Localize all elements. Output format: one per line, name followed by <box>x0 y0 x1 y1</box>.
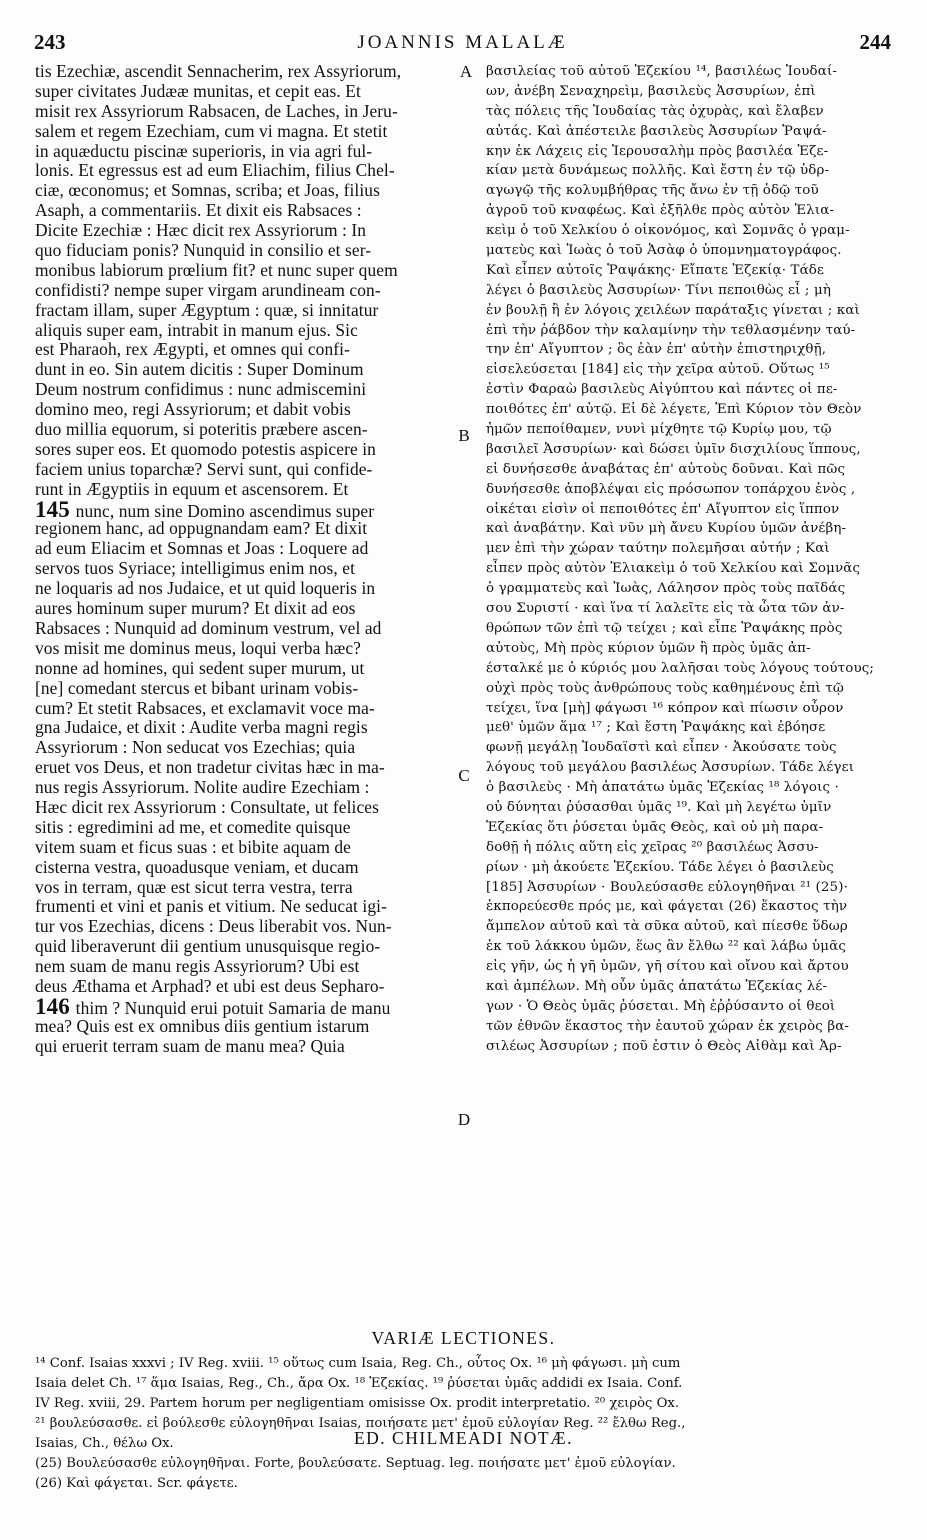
latin-text-line: misit rex Assyriorum Rabsacen, de Laches, in Jeru- <box>35 100 398 121</box>
variae-note-line: Isaia delet Ch. ¹⁷ ἅμα Isaias, Reg., Ch., ἄρα Ox. ¹⁸ Ἐζεκίας. ¹⁹ ῥύσεται ὑμᾶς addidi ex Isaia. Conf. <box>35 1375 683 1391</box>
greek-text-line: ὁ γραμματεὺς καὶ Ἰωὰς, Λάλησον πρὸς τοὺς παῖδάς <box>486 581 846 597</box>
chilmead-note-line: (25) Βουλεύσασθε εὐλογηθῆναι. Forte, βουλεύσατε. Septuag. leg. ποιήσατε μετ' ἐμοῦ εὐλογίαν. <box>35 1456 676 1471</box>
latin-text-line: deus Æthama et Arphad? et ubi est deus Sepharo- <box>35 975 385 996</box>
greek-text-line: οὐ δύνηται ῥύσασθαι ὑμᾶς ¹⁹. Καὶ μὴ λεγέτω ὑμῖν <box>486 799 832 815</box>
latin-text-line: quo fiduciam ponis? Nunquid in consilio et ser- <box>35 240 372 261</box>
page-title: JOANNIS MALALÆ <box>357 32 568 53</box>
greek-text-line: ἐστὶν Φαραὼ βασιλεὺς Αἰγύπτου καὶ πάντες οἱ πε- <box>486 382 838 398</box>
greek-text-line: λόγους τοῦ μεγάλου βασιλέως Ἀσσυρίων. Τάδε λέγει <box>486 760 855 776</box>
latin-text-line: ad eum Eliacim et Somnas et Joas : Loquere ad <box>35 538 369 559</box>
greek-text-line: Ἐζεκίας ὅτι ῥύσεται ὑμᾶς Θεὸς, καὶ οὐ μὴ παρα- <box>486 819 824 835</box>
latin-text-line: lonis. Et egressus est ad eum Eliachim, filius Chel- <box>35 160 395 181</box>
greek-text-line: εἶπεν πρὸς αὐτὸν Ἐλιακεὶμ ὁ τοῦ Χελκίου καὶ Σομνᾶς <box>486 561 861 577</box>
greek-text-line: θρώπων τῶν ἐπὶ τῷ τείχει ; καὶ εἶπε Ῥαψάκης πρὸς <box>486 620 843 636</box>
latin-text-line: gna Judaice, et dixit : Audite verba magni regis <box>35 717 368 738</box>
page-number-left: 243 <box>34 30 66 54</box>
latin-text-line: tur vos Ezechias, dicens : Deus liberabit vos. Nun- <box>35 916 392 937</box>
greek-text-line: εἰ δυνήσεσθε ἀναβάτας ἐπ' αὐτοὺς δοῦναι. Καὶ πῶς <box>486 461 846 477</box>
greek-text-line: δοθῇ ἡ πόλις αὕτη εἰς χεῖρας ²⁰ βασιλέως Ἀσσυ- <box>486 839 819 855</box>
chilmead-notes <box>35 1455 895 1495</box>
latin-text-line: 145 nunc, num sine Domino ascendimus super <box>35 496 375 522</box>
greek-text-line: κίαν μετὰ δυνάμεως πολλῆς. Καὶ ἔστη ἐν τῷ ὑδρ- <box>486 163 830 179</box>
greek-text-line: τῶν ἐθνῶν ἕκαστος τὴν ἑαυτοῦ χώραν ἐκ χειρὸς βα- <box>486 1018 850 1034</box>
greek-column <box>486 62 892 1314</box>
variae-note-line: ²¹ βουλεύσασθε. εἰ βούλεσθε εὐλογηθῆναι Isaias, ποιήσατε μετ' ἐμοῦ εὐλογίαν Reg. ²² ἔλθω Reg., <box>35 1415 686 1431</box>
greek-text-line: ὁ βασιλεὺς · Μὴ ἀπατάτω ὑμᾶς Ἐζεκίας ¹⁸ λόγοις · <box>486 780 839 796</box>
greek-text-line: ρίων · μὴ ἀκούετε Ἐζεκίου. Τάδε λέγει ὁ βασιλεὺς <box>486 859 834 875</box>
variae-note-line: IV Reg. xviii, 29. Partem horum per negligentiam omisisse Ox. prodit interpretatio. ²⁰ χειρὸς Ox. <box>35 1395 680 1411</box>
greek-text-line: φωνῇ μεγάλῃ Ἰουδαϊστὶ καὶ εἶπεν · Ἀκούσατε τοὺς <box>486 740 837 756</box>
latin-text-line: ne loquaris ad nos Judaice, et ut quid loqueris in <box>35 578 376 599</box>
latin-text-line: tis Ezechiæ, ascendit Sennacherim, rex Assyriorum, <box>35 62 402 81</box>
greek-text-line: οὐχὶ πρὸς τοὺς ἀνθρώπους τοὺς καθημένους ἐπὶ τῷ <box>486 680 844 696</box>
latin-text-line: mea? Quis est ex omnibus diis gentium istarum <box>35 1015 370 1036</box>
latin-text-line: fractam illam, super Ægyptum : quæ, si innitatur <box>35 299 379 320</box>
greek-text-line: ματεὺς καὶ Ἰωὰς ὁ τοῦ Ἀσὰφ ὁ ὑπομνηματογράφος. <box>486 243 842 259</box>
greek-text-line: σου Συριστί · καὶ ἵνα τί λαλεῖτε εἰς τὰ ὦτα τῶν ἀν- <box>486 601 845 617</box>
greek-text-line: σιλέως Ἀσσυρίων ; ποῦ ἐστιν ὁ Θεὸς Αἰθὰμ καὶ Ἀρ- <box>486 1038 842 1054</box>
greek-text-line: ἐκπορεύεσθε πρός με, καὶ φάγεται (26) ἕκαστος τὴν <box>486 899 848 915</box>
latin-text-line: monibus labiorum prœlium fit? et nunc super quem <box>35 259 398 280</box>
latin-text-line: nonne ad homines, qui sedent super murum, ut <box>35 657 365 678</box>
greek-text-line: τὰς πόλεις τῆς Ἰουδαίας τὰς ὀχυρὰς, καὶ ἔλαβεν <box>486 103 824 119</box>
latin-text-line: servos tuos Syriace; intelligimus enim nos, et <box>35 558 356 579</box>
greek-text-line: τείχει, ἵνα [μὴ] φάγωσι ¹⁶ κόπρον καὶ πίωσιν οὖρον <box>486 700 844 716</box>
latin-text-line: sores super eos. Et quomodo potestis aspicere in <box>35 438 376 459</box>
greek-text-line: βασιλεῖ Ἀσσυρίων· καὶ δώσει ὑμῖν δισχιλίους ἵππους, <box>486 441 861 457</box>
latin-text-line: nem suam de manu regis Assyriorum? Ubi est <box>35 956 360 977</box>
latin-text-line: cum? Et stetit Rabsaces, et exclamavit voce ma- <box>35 697 375 718</box>
latin-text-line: [ne] comedant stercus et bibant urinam vobis- <box>35 677 359 698</box>
latin-text-line: quid liberaverunt dii gentium unusquisque regio- <box>35 936 381 957</box>
latin-text-line: eruet vos Deus, et non tradetur civitas hæc in ma- <box>35 757 385 778</box>
greek-text-line: [185] Ἀσσυρίων · Βουλεύσασθε εὐλογηθῆναι ²¹ (25)· <box>486 879 849 895</box>
greek-text-line: κεὶμ ὁ τοῦ Χελκίου ὁ οἰκονόμος, καὶ Σομνᾶς ὁ γραμ- <box>486 223 850 239</box>
latin-text-line: Deum nostrum confidimus : nunc admiscemini <box>35 379 367 400</box>
greek-text-line: κην ἐκ Λάχεις εἰς Ἱερουσαλὴμ πρὸς βασιλέα Ἐζε- <box>486 143 829 159</box>
latin-text-line: vos misit me dominus meus, loqui verba hæc? <box>35 637 361 658</box>
greek-text-line: Καὶ εἶπεν αὐτοῖς Ῥαψάκης· Εἴπατε Ἐζεκίᾳ· Τάδε <box>486 262 825 278</box>
greek-text-line: ἐκ τοῦ λάκκου ὑμῶν, ἕως ἂν ἔλθω ²² καὶ λάβω ὑμᾶς <box>486 939 846 955</box>
greek-text-line: αὐτάς. Καὶ ἀπέστειλε βασιλεὺς Ἀσσυρίων Ῥαψά- <box>486 123 827 139</box>
latin-text-line: sitis : egredimini ad me, et comedite quisque <box>35 816 351 837</box>
greek-text-line: ἀγροῦ τοῦ κναφέως. Καὶ ἐξῆλθε πρὸς αὐτὸν Ἐλια- <box>486 203 835 219</box>
greek-text-line: αγωγῷ τῆς κολυμβήθρας τῆς ἄνω ἐν τῇ ὁδῷ τοῦ <box>486 183 819 199</box>
latin-text-line: salem et regem Ezechiam, cum vi magna. Et stetit <box>35 120 388 141</box>
latin-text-line: qui eruerit terram suam de manu mea? Quia <box>35 1035 345 1056</box>
greek-text-line: μεθ' ὑμῶν ἅμα ¹⁷ ; Καὶ ἔστη Ῥαψάκης καὶ ἐβόησε <box>486 720 826 736</box>
greek-text-line: ἐπὶ τὴν ῥάβδον τὴν καλαμίνην τὴν τεθλασμένην ταύ- <box>486 322 856 338</box>
latin-text-line: aures hominum super murum? Et dixit ad eos <box>35 598 356 619</box>
variae-lectiones-heading: VARIÆ LECTIONES. <box>371 1328 556 1348</box>
latin-column <box>35 62 455 1314</box>
greek-text-line: καὶ ἀναβάτην. Καὶ νῦν μὴ ἄνευ Κυρίου ὑμῶν ἀνέβη- <box>486 521 847 537</box>
greek-text-line: ἡμῶν πεποίθαμεν, νυνὶ μίχθητε τῷ Κυρίῳ μου, τῷ <box>486 422 832 438</box>
running-head <box>34 30 891 58</box>
chilmead-note-line: (26) Καὶ φάγεται. Scr. φάγετε. <box>35 1475 238 1491</box>
greek-text-line: ποιθότες ἐπ' αὐτῷ. Εἰ δὲ λέγετε, Ἐπὶ Κύριον τὸν Θεὸν <box>486 402 862 418</box>
greek-text-line: βασιλείας τοῦ αὐτοῦ Ἐζεκίου ¹⁴, βασιλέως Ἰουδαί- <box>486 64 838 79</box>
latin-text-line: super civitates Judææ munitas, et cepit eas. Et <box>35 80 361 101</box>
latin-text-line: Rabsaces : Nunquid ad dominum vestrum, vel ad <box>35 617 382 638</box>
latin-text-line: est Pharaoh, rex Ægypti, et omnes qui confi- <box>35 339 350 360</box>
latin-text-line: vos in terram, quæ est sicut terra vestra, terra <box>35 876 353 897</box>
latin-text-line: Asaph, a commentariis. Et dixit eis Rabsaces : <box>35 200 362 221</box>
section-marker-d: D <box>457 1110 471 1129</box>
latin-text-line: Dicite Ezechiæ : Hæc dicit rex Assyriorum : In <box>35 220 367 241</box>
latin-text-line: domino meo, regi Assyriorum; et dabit vobis <box>35 399 351 420</box>
chilmead-notes-heading: ED. CHILMEADI NOTÆ. <box>353 1428 574 1448</box>
greek-text-line: καὶ ἀμπέλων. Μὴ οὖν ὑμᾶς ἀπατάτω Ἐζεκίας λέ- <box>486 978 828 994</box>
latin-text-line: aliquis super eam, intrabit in manum ejus. Sic <box>35 319 358 340</box>
greek-text-line: εἰσελεύσεται [184] εἰς τὴν χεῖρα αὐτοῦ. Οὕτως ¹⁵ <box>486 362 830 378</box>
latin-text-line: 146 thim ? Nunquid erui potuit Samaria de manu <box>35 993 391 1019</box>
latin-text-line: ciæ, œconomus; et Somnas, scriba; et Joas, filius <box>35 180 380 201</box>
greek-text-line: οἰκέται εἰσὶν οἱ πεποιθότες ἐπ' Αἴγυπτον εἰς ἵππον <box>486 501 840 517</box>
latin-text-line: regionem hanc, ad oppugnandam eam? Et dixit <box>35 518 368 539</box>
page-number-right: 244 <box>859 30 891 54</box>
latin-text-line: vitem suam et ficus suas : et bibite aquam de <box>35 836 352 857</box>
latin-text-line: dunt in eo. Sin autem dicitis : Super Dominum <box>35 359 364 380</box>
greek-text-line: ἐν βουλῇ ἢ ἐν λόγοις χειλέων παράταξις γίνεται ; καὶ <box>486 302 860 318</box>
latin-text-line: confidisti? nempe super virgam arundineam con- <box>35 279 381 300</box>
latin-text-line: Assyriorum : Non seducat vos Ezechias; quia <box>35 737 356 758</box>
greek-text-line: γων · Ὁ Θεὸς ὑμᾶς ῥύσεται. Μὴ ἐῤῥύσαντο οἱ θεοὶ <box>486 998 836 1014</box>
greek-text-line: έσταλκέ με ὁ κύριός μου λαλῆσαι τοὺς λόγους τούτους; <box>486 660 875 676</box>
greek-text-line: ἄμπελον αὐτοῦ καὶ τὰ σῦκα αὐτοῦ, καὶ πίεσθε ὕδωρ <box>486 919 848 935</box>
section-marker-a: A <box>459 62 473 81</box>
section-marker-c: C <box>458 766 470 785</box>
greek-text-line: λέγει ὁ βασιλεὺς Ἀσσυρίων· Τίνι πεποιθὼς εἶ ; μὴ <box>486 282 832 298</box>
latin-text-line: frumenti et vini et panis et vitium. Ne seducat igi- <box>35 896 387 917</box>
latin-text-line: Hæc dicit rex Assyriorum : Consultate, ut felices <box>35 796 379 817</box>
greek-text-line: δυνήσεσθε ἀποβλέψαι εἰς πρόσωπον τοπάρχου ἑνὸς , <box>486 481 856 497</box>
latin-text-line: duo millia equorum, si poteritis præbere ascen- <box>35 419 368 440</box>
latin-text-line: cisterna vestra, quoadusque veniam, et ducam <box>35 856 359 877</box>
column-number-145: 145 <box>35 496 76 522</box>
greek-text-line: εἰς γῆν, ὡς ἡ γῆ ὑμῶν, γῆ σίτου καὶ οἴνου καὶ ἄρτου <box>486 959 849 975</box>
latin-text-line: runt in Ægyptiis in equum et ascensorem. Et <box>35 478 349 499</box>
greek-text-line: την ἐπ' Αἴγυπτον ; ὃς ἐὰν ἐπ' αὐτὴν ἐπιστηριχθῇ, <box>486 342 827 358</box>
variae-note-line: Isaias, Ch., θέλω Ox. <box>35 1435 174 1451</box>
latin-text-line: in aquæductu piscinæ superioris, in via agri ful- <box>35 140 373 161</box>
column-number-146: 146 <box>35 993 76 1019</box>
greek-text-line: μεν ἐπὶ τὴν χώραν ταύτην πολεμῆσαι αὐτήν ; Καὶ <box>486 541 830 557</box>
latin-text-line: nus regis Assyriorum. Nolite audire Ezechiam : <box>35 777 370 798</box>
greek-text-line: ων, ἀνέβη Σεναχηρεὶμ, βασιλεὺς Ἀσσυρίων, ἐπὶ <box>486 83 816 99</box>
variae-note-line: ¹⁴ Conf. Isaias xxxvi ; IV Reg. xviii. ¹⁵ οὕτως cum Isaia, Reg. Ch., οὗτος Ox. ¹⁶ μὴ φάγωσι. μὴ cum <box>35 1356 681 1371</box>
greek-text-line: αὐτοὺς, Μὴ πρὸς κύριον ὑμῶν ἢ πρὸς ὑμᾶς ἀπ- <box>486 640 811 656</box>
section-marker-b: B <box>458 426 470 445</box>
latin-text-line: faciem unius toparchæ? Servi sunt, qui confide- <box>35 458 373 479</box>
